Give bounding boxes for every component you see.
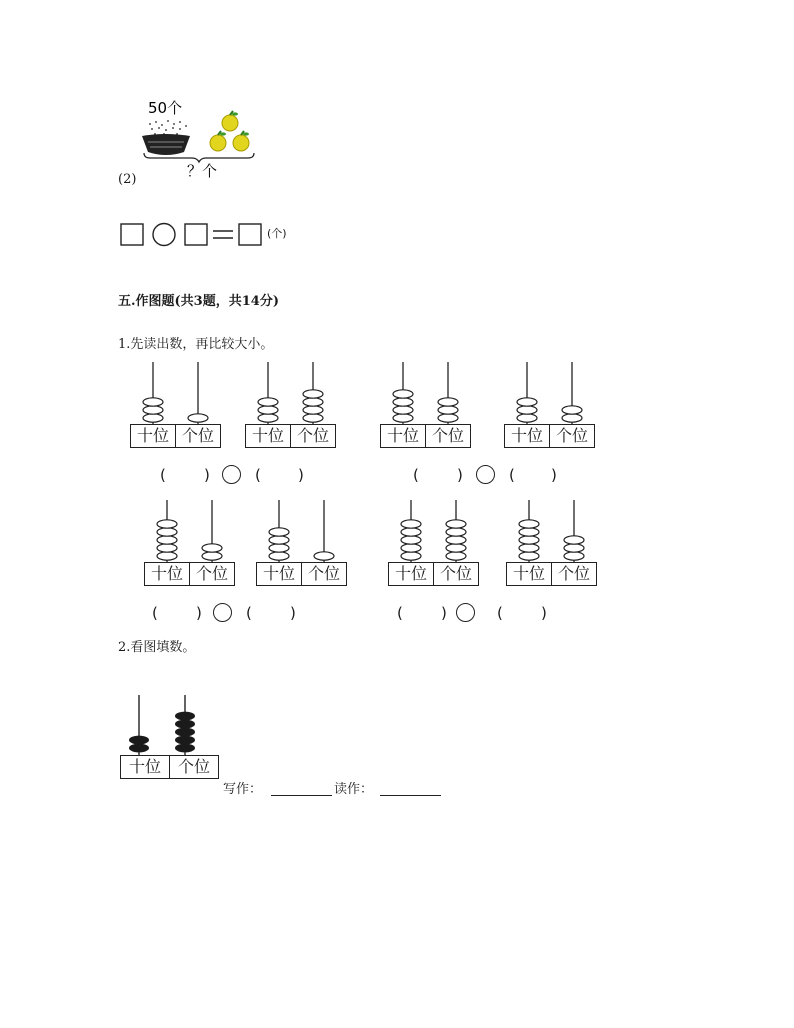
place-value-labels: [504, 424, 595, 448]
tens-bead: [143, 414, 163, 422]
ones-bead: [438, 398, 458, 406]
open-paren: (: [509, 466, 515, 484]
tens-place-label: 十位: [512, 564, 545, 583]
ones-bead: [564, 536, 584, 544]
question-1-prompt: 1.先读出数，再比较大小。: [118, 337, 274, 352]
tens-bead: [258, 398, 278, 406]
tens-bead: [258, 414, 278, 422]
tens-bead: [269, 536, 289, 544]
tens-bead: [269, 552, 289, 560]
ones-bead: [314, 552, 334, 560]
compare-circle-3[interactable]: [213, 603, 232, 622]
tens-bead: [517, 414, 537, 422]
ones-place-label: 个位: [551, 563, 596, 585]
open-paren: (: [255, 466, 261, 484]
tens-bead: [157, 520, 177, 528]
read-answer-blank[interactable]: [380, 781, 441, 796]
ones-bead: [303, 398, 323, 406]
ones-bead: [564, 552, 584, 560]
tens-bead: [517, 406, 537, 414]
tens-bead: [401, 520, 421, 528]
tens-place-label: 十位: [394, 564, 427, 583]
tens-place-label: 十位: [510, 426, 543, 445]
tens-bead: [393, 398, 413, 406]
place-value-labels: [245, 424, 336, 448]
abacus-rods: [506, 500, 596, 562]
tens-place-label: 十位: [262, 564, 295, 583]
tens-place-label: 十位: [386, 426, 419, 445]
tens-bead: [519, 536, 539, 544]
tens-bead: [401, 552, 421, 560]
open-paren: (: [397, 604, 403, 622]
ones-bead: [564, 544, 584, 552]
section-heading: 五.作图题(共3题，共14分): [118, 294, 279, 309]
tens-bead: [258, 406, 278, 414]
abacus-rods: [245, 362, 335, 424]
ones-bead: [175, 720, 195, 729]
tens-bead: [129, 744, 149, 753]
tens-bead: [269, 544, 289, 552]
abacus-7: [388, 500, 478, 583]
equals-sign: [213, 231, 233, 238]
tens-bead: [393, 414, 413, 422]
abacus-3: [380, 362, 470, 445]
close-paren: ): [196, 604, 202, 622]
ones-place-label: 个位: [425, 425, 470, 447]
basket-icon: [142, 134, 190, 155]
close-paren: ): [298, 466, 304, 484]
tens-bead: [269, 528, 289, 536]
tens-bead: [157, 536, 177, 544]
ones-place-label: 个位: [433, 563, 478, 585]
ones-bead: [175, 736, 195, 745]
operator-circle: [153, 224, 175, 246]
ones-place-label: 个位: [301, 563, 346, 585]
ones-bead: [202, 544, 222, 552]
tens-bead: [519, 520, 539, 528]
abacus-5: [144, 500, 234, 583]
answer-box: [185, 224, 207, 245]
total-label: 50个: [148, 99, 183, 117]
equation-unit: (个): [267, 227, 287, 240]
ones-bead: [202, 552, 222, 560]
write-answer-blank[interactable]: [271, 781, 332, 796]
close-paren: ): [457, 466, 463, 484]
tens-bead: [517, 398, 537, 406]
compare-circle-4[interactable]: [456, 603, 475, 622]
abacus-rods: [380, 362, 470, 424]
question-2-prompt: 2.看图填数。: [118, 640, 196, 655]
close-paren: ): [551, 466, 557, 484]
abacus-6: [256, 500, 346, 583]
equation-row: [120, 222, 320, 248]
open-paren: (: [246, 604, 252, 622]
tens-bead: [401, 536, 421, 544]
tens-bead: [157, 544, 177, 552]
black-abacus-rods: [120, 693, 220, 755]
abacus-rods: [388, 500, 478, 562]
unknown-label: ？个: [187, 162, 218, 180]
ones-place-label: 个位: [549, 425, 594, 447]
tens-bead: [519, 544, 539, 552]
ones-bead: [446, 552, 466, 560]
close-paren: ): [541, 604, 547, 622]
tens-bead: [401, 528, 421, 536]
place-value-labels: [388, 562, 479, 586]
tens-bead: [393, 390, 413, 398]
tens-place-label: 十位: [136, 426, 169, 445]
ones-bead: [303, 406, 323, 414]
abacus-rods: [256, 500, 346, 562]
compare-circle-2[interactable]: [476, 465, 495, 484]
close-paren: ): [204, 466, 210, 484]
ones-bead: [188, 414, 208, 422]
tens-bead: [157, 528, 177, 536]
tens-bead: [129, 736, 149, 745]
ones-bead: [446, 544, 466, 552]
answer-box: [121, 224, 143, 245]
ones-bead: [175, 744, 195, 753]
pears-icon: [210, 111, 249, 151]
place-value-labels: [380, 424, 471, 448]
close-paren: ): [441, 604, 447, 622]
ones-bead: [303, 414, 323, 422]
answer-box: [239, 224, 261, 245]
tens-bead: [157, 552, 177, 560]
tens-bead: [401, 544, 421, 552]
tens-bead: [519, 528, 539, 536]
problem-number: (2): [118, 172, 137, 187]
ones-bead: [562, 406, 582, 414]
ones-bead: [175, 712, 195, 721]
abacus-rods: [144, 500, 234, 562]
ones-bead: [438, 414, 458, 422]
tens-place-label: 十位: [251, 426, 284, 445]
ones-bead: [446, 528, 466, 536]
abacus-8: [506, 500, 596, 583]
tens-bead: [519, 552, 539, 560]
tens-place-label: 十位: [150, 564, 183, 583]
open-paren: (: [160, 466, 166, 484]
ones-place-label: 个位: [290, 425, 335, 447]
ones-place-label: 个位: [175, 425, 220, 447]
fruit-illustration: [140, 96, 260, 182]
place-value-labels: [506, 562, 597, 586]
open-paren: (: [497, 604, 503, 622]
ones-bead: [562, 414, 582, 422]
ones-place-label: 个位: [189, 563, 234, 585]
tens-bead: [143, 398, 163, 406]
abacus-rods: [504, 362, 594, 424]
ones-bead: [446, 520, 466, 528]
write-label: 写作：: [223, 782, 263, 797]
ones-bead: [175, 728, 195, 737]
abacus-rods: [130, 362, 220, 424]
black-abacus: [120, 693, 220, 785]
compare-circle-1[interactable]: [222, 465, 241, 484]
open-paren: (: [413, 466, 419, 484]
tens-bead: [393, 406, 413, 414]
abacus-4: [504, 362, 594, 445]
ones-place-label: 个位: [169, 756, 218, 778]
close-paren: ): [290, 604, 296, 622]
ones-bead: [446, 536, 466, 544]
open-paren: (: [152, 604, 158, 622]
tens-place-label: 十位: [128, 757, 161, 776]
read-label: 读作：: [334, 782, 374, 797]
tens-bead: [143, 406, 163, 414]
abacus-2: [245, 362, 335, 445]
ones-bead: [438, 406, 458, 414]
place-value-labels: [256, 562, 347, 586]
abacus-1: [130, 362, 220, 445]
ones-bead: [303, 390, 323, 398]
place-value-labels: [144, 562, 235, 586]
place-value-labels: [130, 424, 221, 448]
